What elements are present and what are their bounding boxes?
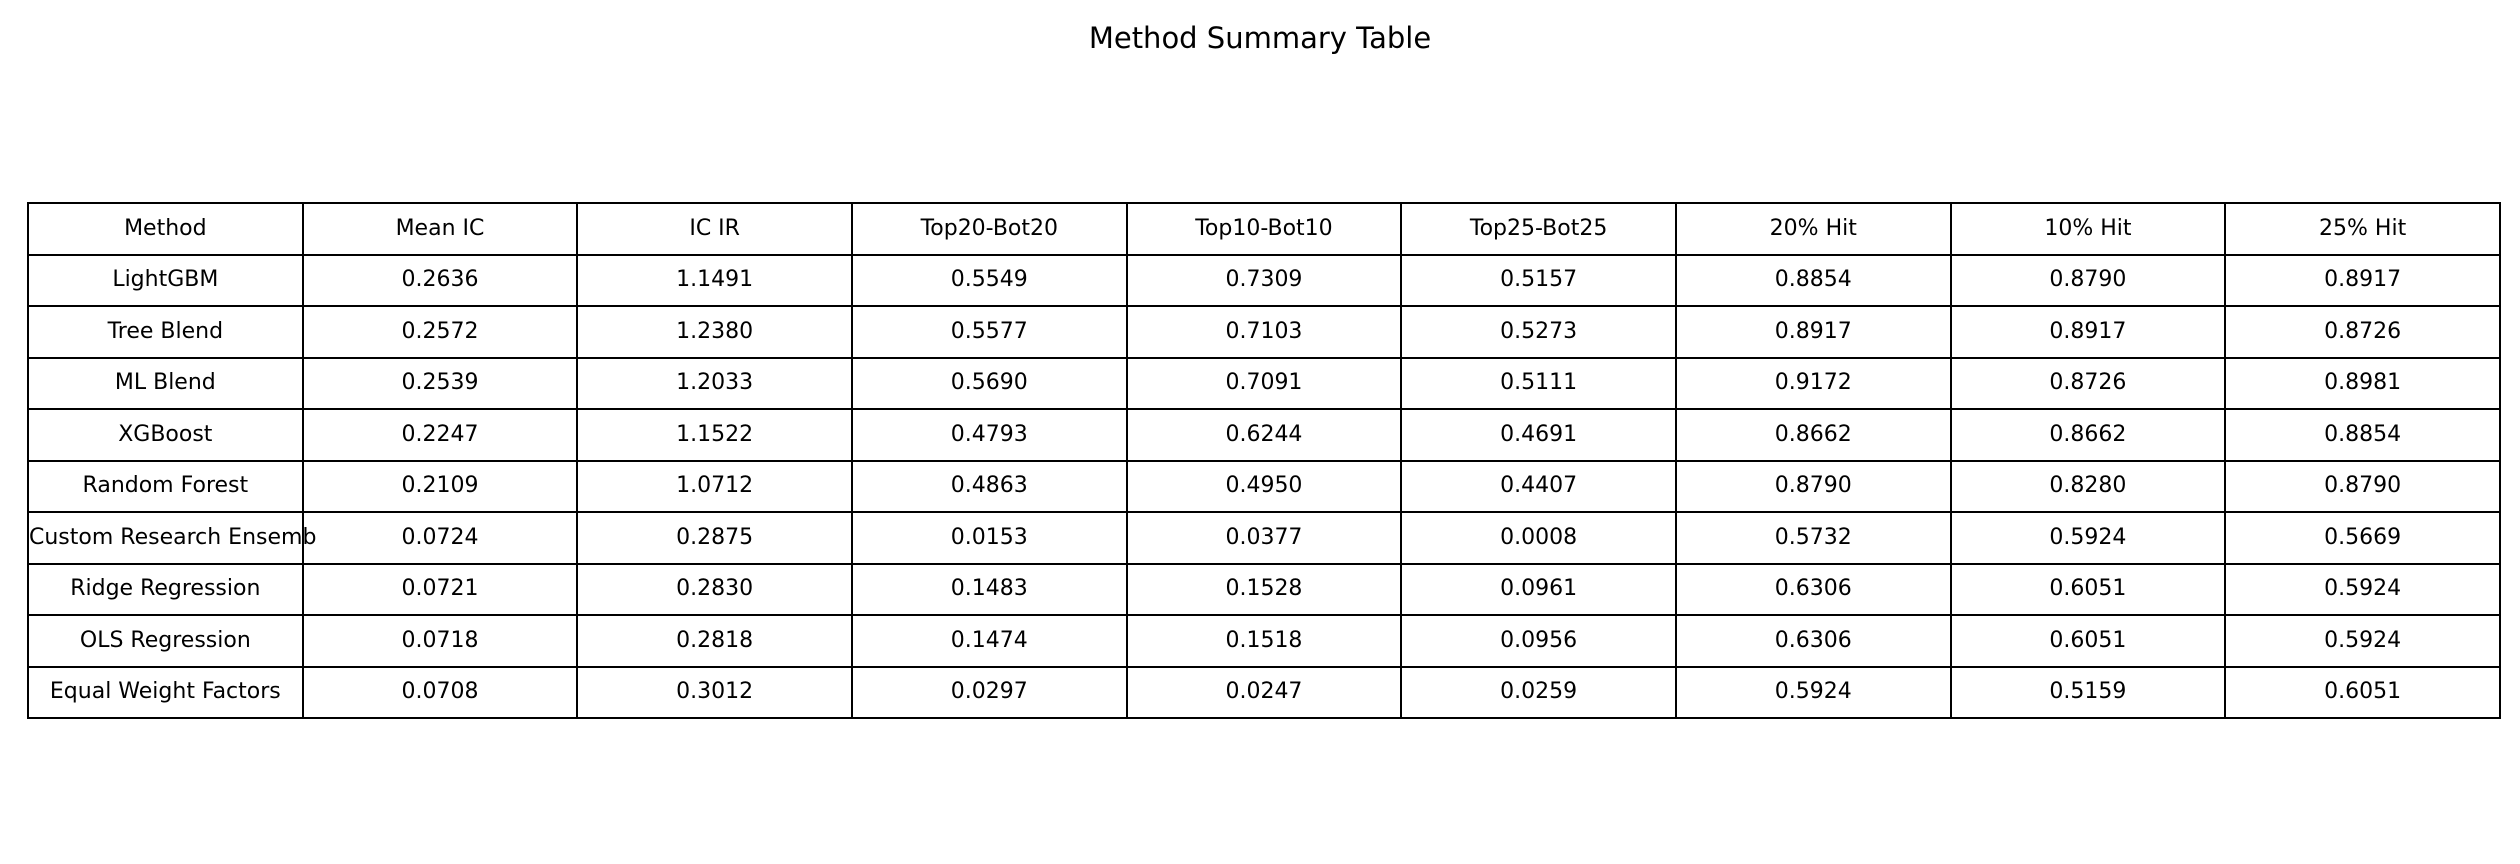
value-cell: 0.2875 [577, 512, 852, 564]
value-cell: 0.8917 [2225, 255, 2500, 307]
value-cell: 0.0153 [852, 512, 1127, 564]
column-header: Top25-Bot25 [1401, 203, 1676, 255]
method-cell: Tree Blend [28, 306, 303, 358]
value-cell: 0.4793 [852, 409, 1127, 461]
value-cell: 0.0718 [303, 615, 578, 667]
column-header: Method [28, 203, 303, 255]
value-cell: 0.8981 [2225, 358, 2500, 410]
column-header: Top20-Bot20 [852, 203, 1127, 255]
value-cell: 0.5924 [1951, 512, 2226, 564]
value-cell: 0.8662 [1676, 409, 1951, 461]
value-cell: 0.8917 [1676, 306, 1951, 358]
value-cell: 0.1474 [852, 615, 1127, 667]
table-header-row [28, 203, 2500, 255]
value-cell: 0.2109 [303, 461, 578, 513]
value-cell: 0.7309 [1127, 255, 1402, 307]
value-cell: 1.0712 [577, 461, 852, 513]
value-cell: 0.6306 [1676, 615, 1951, 667]
value-cell: 0.2572 [303, 306, 578, 358]
value-cell: 0.5159 [1951, 667, 2226, 719]
value-cell: 0.0721 [303, 564, 578, 616]
table-row [28, 461, 2500, 513]
value-cell: 0.0247 [1127, 667, 1402, 719]
method-cell: Random Forest [28, 461, 303, 513]
value-cell: 0.2247 [303, 409, 578, 461]
value-cell: 0.0259 [1401, 667, 1676, 719]
value-cell: 0.6244 [1127, 409, 1402, 461]
value-cell: 0.8790 [2225, 461, 2500, 513]
value-cell: 0.5924 [2225, 615, 2500, 667]
column-header: 10% Hit [1951, 203, 2226, 255]
value-cell: 0.0297 [852, 667, 1127, 719]
value-cell: 0.6306 [1676, 564, 1951, 616]
value-cell: 0.4407 [1401, 461, 1676, 513]
value-cell: 0.0708 [303, 667, 578, 719]
column-header: Top10-Bot10 [1127, 203, 1402, 255]
method-cell: Ridge Regression [28, 564, 303, 616]
value-cell: 0.0724 [303, 512, 578, 564]
value-cell: 0.9172 [1676, 358, 1951, 410]
method-cell: XGBoost [28, 409, 303, 461]
value-cell: 0.5669 [2225, 512, 2500, 564]
table-row [28, 306, 2500, 358]
summary-table [27, 202, 2501, 719]
value-cell: 1.2380 [577, 306, 852, 358]
method-cell: OLS Regression [28, 615, 303, 667]
method-cell: LightGBM [28, 255, 303, 307]
value-cell: 1.1522 [577, 409, 852, 461]
value-cell: 0.5732 [1676, 512, 1951, 564]
value-cell: 0.5157 [1401, 255, 1676, 307]
table-row [28, 615, 2500, 667]
method-cell: ML Blend [28, 358, 303, 410]
value-cell: 0.8854 [1676, 255, 1951, 307]
value-cell: 0.5924 [1676, 667, 1951, 719]
value-cell: 1.2033 [577, 358, 852, 410]
value-cell: 0.5111 [1401, 358, 1676, 410]
value-cell: 0.0961 [1401, 564, 1676, 616]
column-header: 25% Hit [2225, 203, 2500, 255]
value-cell: 0.6051 [1951, 615, 2226, 667]
table-row [28, 564, 2500, 616]
value-cell: 0.5690 [852, 358, 1127, 410]
table-header [28, 203, 2500, 255]
value-cell: 0.6051 [2225, 667, 2500, 719]
value-cell: 0.5549 [852, 255, 1127, 307]
value-cell: 0.5924 [2225, 564, 2500, 616]
column-header: 20% Hit [1676, 203, 1951, 255]
value-cell: 1.1491 [577, 255, 852, 307]
method-cell: Equal Weight Factors [28, 667, 303, 719]
value-cell: 0.5577 [852, 306, 1127, 358]
table-row [28, 255, 2500, 307]
value-cell: 0.0008 [1401, 512, 1676, 564]
value-cell: 0.3012 [577, 667, 852, 719]
table-row [28, 667, 2500, 719]
value-cell: 0.2830 [577, 564, 852, 616]
value-cell: 0.5273 [1401, 306, 1676, 358]
table-row [28, 512, 2500, 564]
value-cell: 0.7091 [1127, 358, 1402, 410]
table-row [28, 358, 2500, 410]
value-cell: 0.8917 [1951, 306, 2226, 358]
value-cell: 0.6051 [1951, 564, 2226, 616]
column-header: IC IR [577, 203, 852, 255]
table-body [28, 255, 2500, 719]
value-cell: 0.4691 [1401, 409, 1676, 461]
value-cell: 0.4863 [852, 461, 1127, 513]
value-cell: 0.0956 [1401, 615, 1676, 667]
value-cell: 0.1528 [1127, 564, 1402, 616]
value-cell: 0.8726 [1951, 358, 2226, 410]
value-cell: 0.7103 [1127, 306, 1402, 358]
table-row [28, 409, 2500, 461]
value-cell: 0.2539 [303, 358, 578, 410]
value-cell: 0.8662 [1951, 409, 2226, 461]
value-cell: 0.4950 [1127, 461, 1402, 513]
value-cell: 0.8790 [1676, 461, 1951, 513]
value-cell: 0.8854 [2225, 409, 2500, 461]
method-cell: Custom Research Ensemb [28, 512, 303, 564]
value-cell: 0.0377 [1127, 512, 1402, 564]
column-header: Mean IC [303, 203, 578, 255]
value-cell: 0.1483 [852, 564, 1127, 616]
value-cell: 0.2636 [303, 255, 578, 307]
value-cell: 0.1518 [1127, 615, 1402, 667]
chart-title: Method Summary Table [1088, 21, 1432, 55]
value-cell: 0.8790 [1951, 255, 2226, 307]
value-cell: 0.8280 [1951, 461, 2226, 513]
value-cell: 0.2818 [577, 615, 852, 667]
value-cell: 0.8726 [2225, 306, 2500, 358]
